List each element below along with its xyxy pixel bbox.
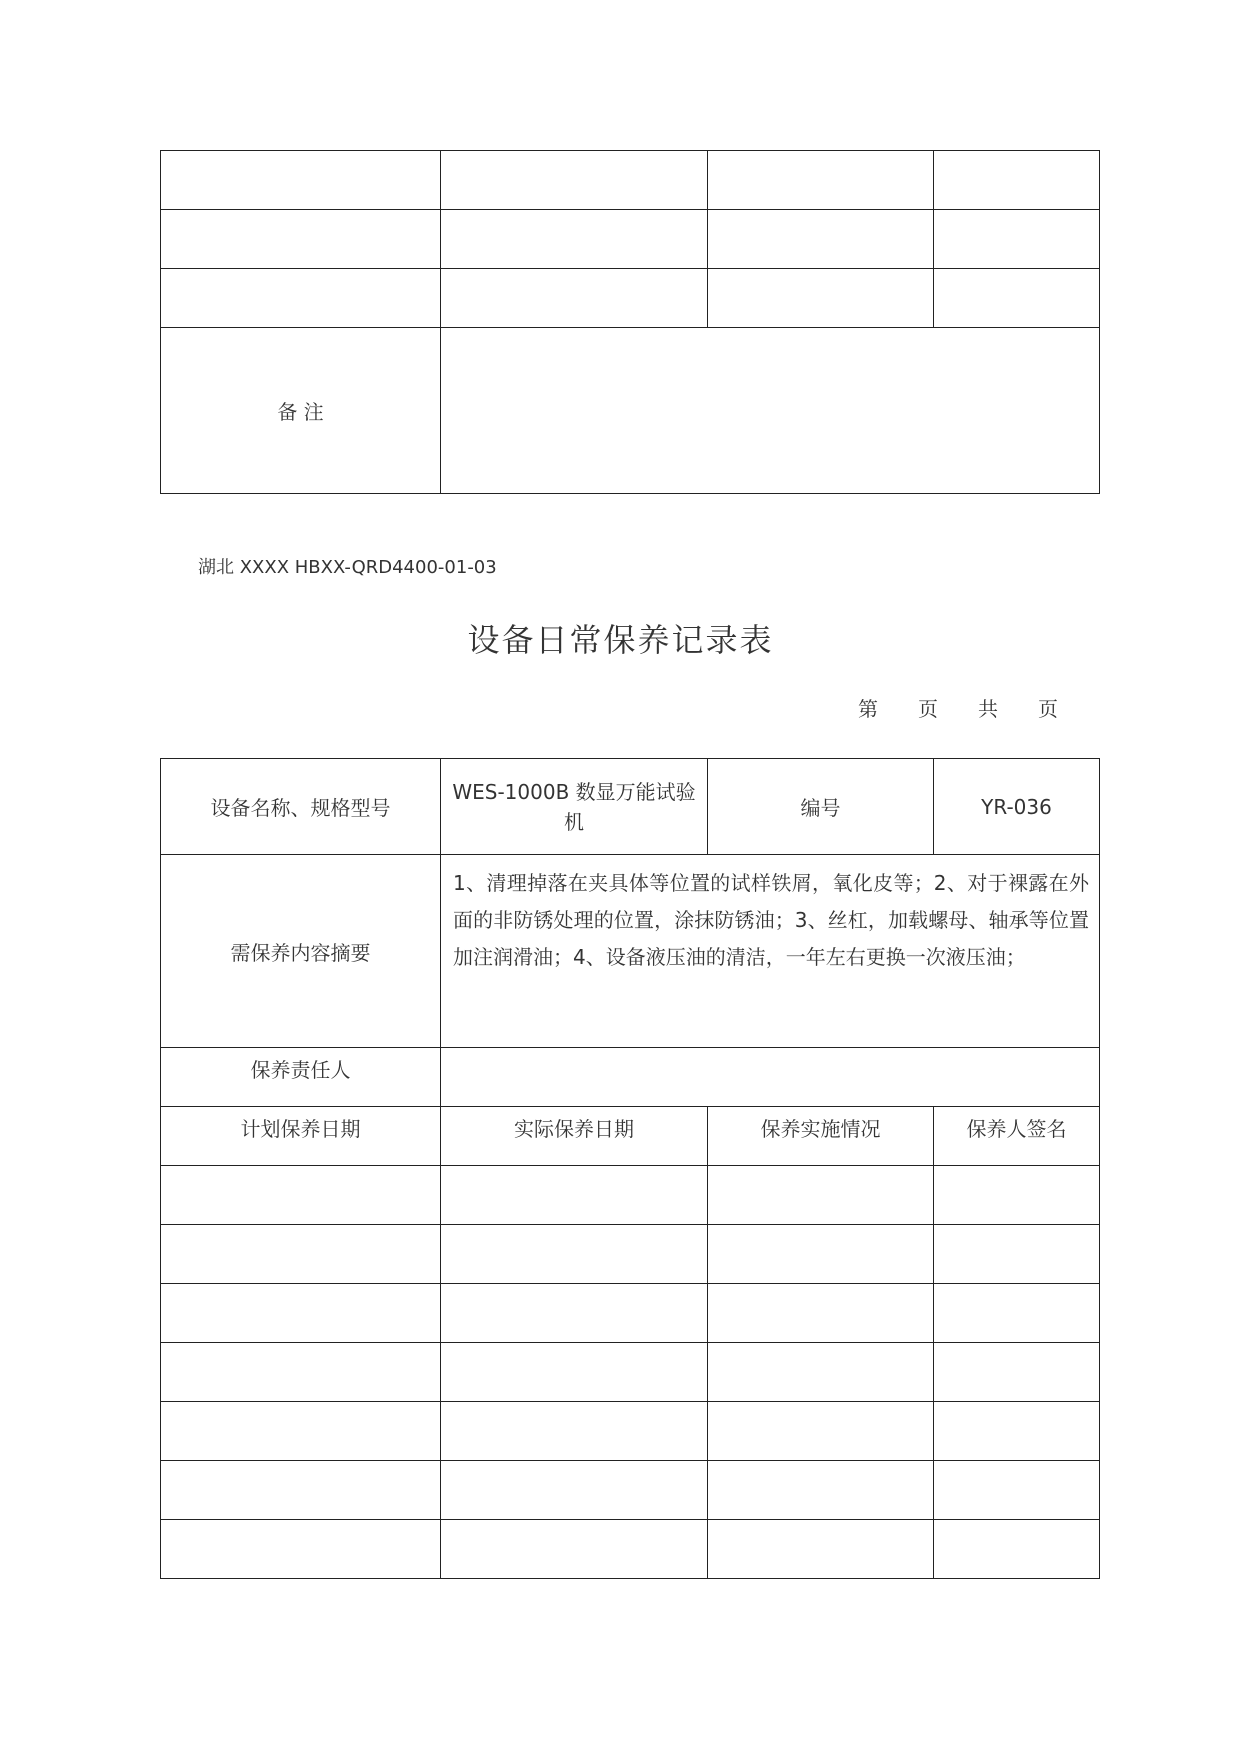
remarks-row — [161, 328, 1100, 494]
table-cell[interactable] — [934, 1461, 1100, 1520]
table-cell[interactable] — [161, 1284, 441, 1343]
column-header-planned-date: 计划保养日期 — [161, 1107, 441, 1166]
table-cell[interactable] — [161, 151, 441, 210]
top-continuation-table — [160, 150, 1100, 494]
table-cell[interactable] — [441, 1461, 708, 1520]
table-cell[interactable] — [708, 1225, 934, 1284]
table-row — [161, 1461, 1100, 1520]
table-cell[interactable] — [708, 1402, 934, 1461]
table-cell[interactable] — [161, 1225, 441, 1284]
table-cell[interactable] — [441, 1402, 708, 1461]
column-header-signature: 保养人签名 — [934, 1107, 1100, 1166]
page-info-gong: 共 — [978, 697, 998, 721]
table-cell[interactable] — [441, 1343, 708, 1402]
table-cell[interactable] — [934, 1284, 1100, 1343]
table-cell[interactable] — [161, 1461, 441, 1520]
table-cell[interactable] — [161, 269, 441, 328]
equipment-row — [161, 759, 1100, 855]
maintenance-record-table — [160, 758, 1100, 1579]
table-cell[interactable] — [441, 1520, 708, 1579]
table-row — [161, 1284, 1100, 1343]
table-cell[interactable] — [441, 210, 708, 269]
equipment-value[interactable]: WES-1000B 数显万能试验机 — [441, 759, 708, 855]
table-cell[interactable] — [441, 1225, 708, 1284]
page-title: 设备日常保养记录表 — [467, 621, 774, 659]
document-code: 湖北 XXXX HBXX-QRD4400-01-03 — [198, 557, 497, 578]
table-cell[interactable] — [441, 151, 708, 210]
remarks-field[interactable] — [441, 328, 1100, 494]
table-cell[interactable] — [934, 151, 1100, 210]
table-row — [161, 1225, 1100, 1284]
number-label: 编号 — [708, 759, 934, 855]
table-cell[interactable] — [934, 1520, 1100, 1579]
table-cell[interactable] — [161, 1343, 441, 1402]
table-cell[interactable] — [708, 210, 934, 269]
responsible-value[interactable] — [441, 1048, 1100, 1107]
table-row — [161, 210, 1100, 269]
page-info-di: 第 — [858, 697, 878, 721]
table-cell[interactable] — [161, 210, 441, 269]
table-cell[interactable] — [708, 1166, 934, 1225]
table-row — [161, 1520, 1100, 1579]
table-cell[interactable] — [161, 1520, 441, 1579]
table-row — [161, 269, 1100, 328]
summary-label: 需保养内容摘要 — [161, 855, 441, 1048]
responsible-row — [161, 1048, 1100, 1107]
table-cell[interactable] — [934, 1225, 1100, 1284]
table-cell[interactable] — [708, 1520, 934, 1579]
column-header-row — [161, 1107, 1100, 1166]
table-row — [161, 1166, 1100, 1225]
table-row — [161, 1402, 1100, 1461]
table-cell[interactable] — [934, 1166, 1100, 1225]
table-cell[interactable] — [708, 269, 934, 328]
number-value[interactable]: YR-036 — [934, 759, 1100, 855]
page-info-ye-total: 页 — [1038, 697, 1058, 721]
page-info — [858, 693, 1058, 722]
equipment-label: 设备名称、规格型号 — [161, 759, 441, 855]
remarks-label: 备 注 — [161, 328, 441, 494]
column-header-actual-date: 实际保养日期 — [441, 1107, 708, 1166]
column-header-status: 保养实施情况 — [708, 1107, 934, 1166]
table-cell[interactable] — [161, 1402, 441, 1461]
table-cell[interactable] — [934, 210, 1100, 269]
table-cell[interactable] — [441, 269, 708, 328]
page-info-ye: 页 — [918, 697, 938, 721]
summary-value[interactable]: 1、清理掉落在夹具体等位置的试样铁屑，氧化皮等；2、对于裸露在外面的非防锈处理的位置，涂抹防锈油；3、丝杠，加载螺母、轴承等位置加注润滑油；4、设备液压油的清洁，一年左右更换一次液压油； — [441, 855, 1100, 1048]
table-cell[interactable] — [708, 1284, 934, 1343]
table-cell[interactable] — [708, 1343, 934, 1402]
table-cell[interactable] — [441, 1166, 708, 1225]
table-cell[interactable] — [708, 1461, 934, 1520]
table-cell[interactable] — [934, 1343, 1100, 1402]
responsible-label: 保养责任人 — [161, 1048, 441, 1107]
table-cell[interactable] — [708, 151, 934, 210]
table-cell[interactable] — [441, 1284, 708, 1343]
table-cell[interactable] — [161, 1166, 441, 1225]
table-row — [161, 151, 1100, 210]
table-row — [161, 1343, 1100, 1402]
summary-row — [161, 855, 1100, 1048]
table-cell[interactable] — [934, 1402, 1100, 1461]
table-cell[interactable] — [934, 269, 1100, 328]
